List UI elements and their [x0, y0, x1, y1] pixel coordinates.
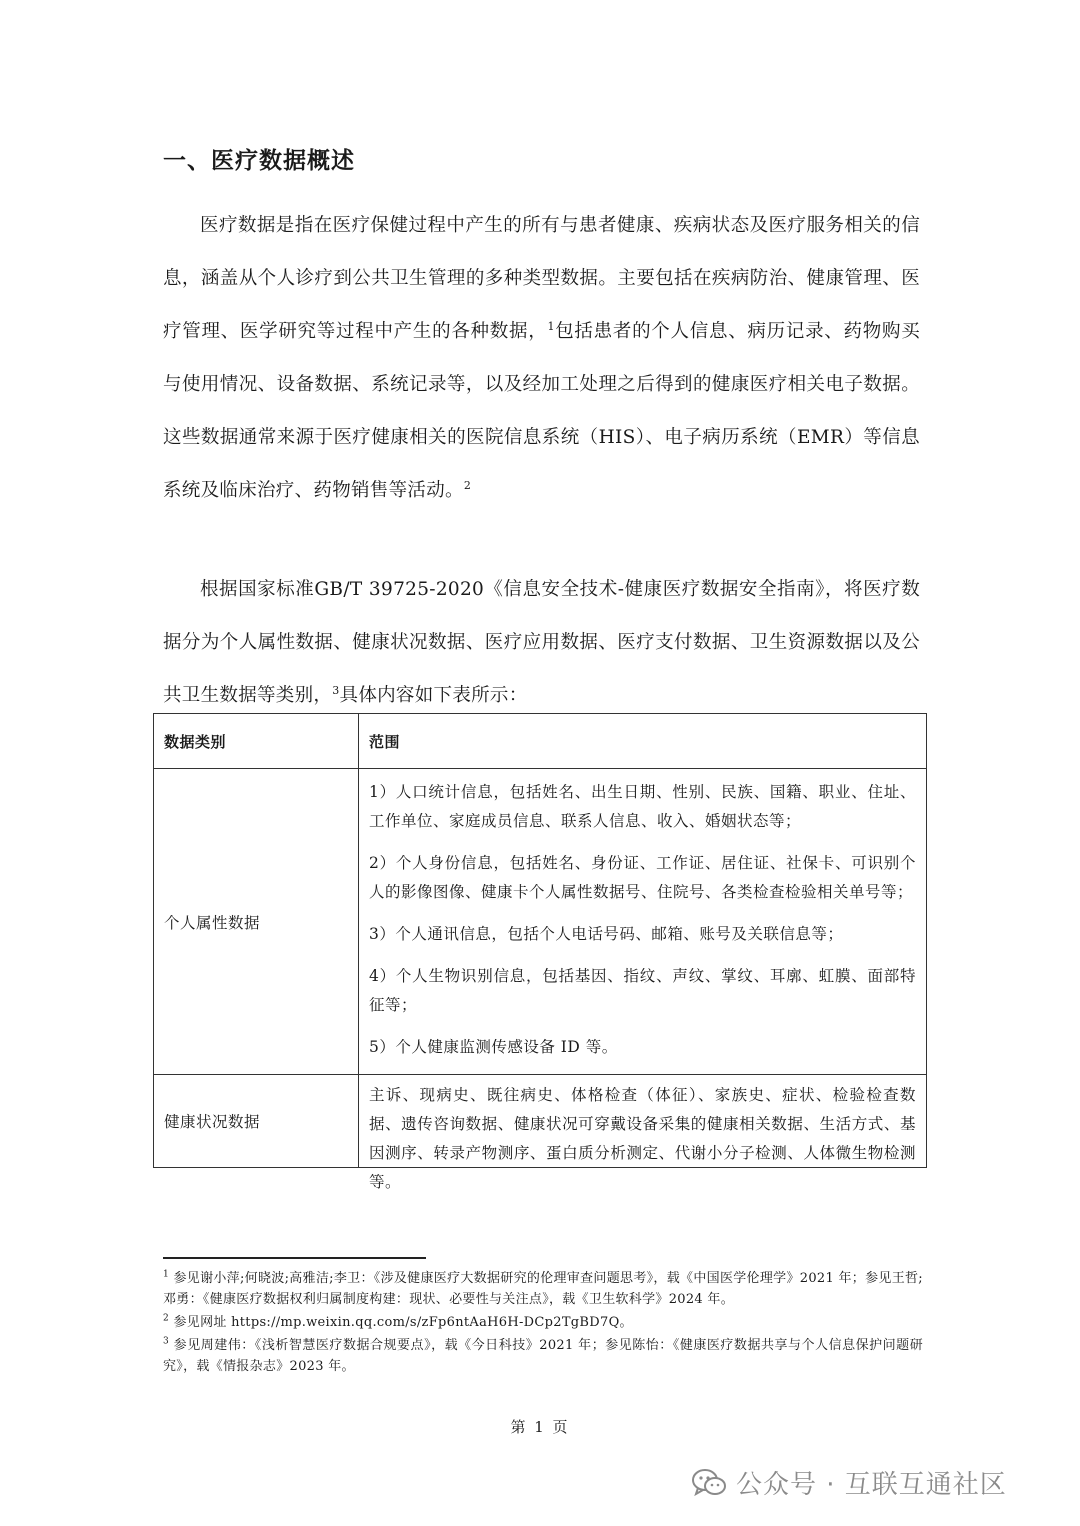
paragraph-text: 根据国家标准GB/T 39725-2020《信息安全技术-健康医疗数据安全指南》，将医疗数据分为个人属性数据、健康状况数据、医疗应用数据、医疗支付数据、卫生资源数据以及公共卫生数据等类别， — [163, 579, 920, 706]
wechat-icon — [692, 1468, 726, 1498]
row-category: 个人属性数据 — [154, 769, 359, 1075]
footnote — [163, 1312, 923, 1333]
footnote-ref-3[interactable]: 3 — [332, 683, 340, 697]
paragraph-text: 具体内容如下表所示： — [339, 685, 528, 706]
scope-item: 2）个人身份信息，包括姓名、身份证、工作证、居住证、社保卡、可识别个人的影像图像、健康卡个人属性数据号、住院号、各类检查检验相关单号等； — [369, 854, 916, 901]
watermark-text: 公众号 · 互联互通社区 — [736, 1470, 1007, 1500]
data-category-table — [153, 713, 927, 1191]
footnote-ref-2[interactable]: 2 — [463, 478, 472, 492]
row-scope — [359, 1075, 927, 1191]
table-row — [154, 1075, 927, 1168]
footnote-text: 参见网址 https://mp.weixin.qq.com/s/zFp6ntAaH6H-DCp2TgBD7Q。 — [169, 1315, 633, 1330]
table-row — [154, 769, 927, 1075]
page-number: 第 1 页 — [510, 1418, 570, 1436]
scope-clip — [369, 1081, 916, 1191]
footnote-ref-1[interactable]: 1 — [547, 319, 555, 333]
header-scope: 范围 — [359, 714, 927, 769]
header-category: 数据类别 — [154, 714, 359, 769]
footnote-mark: 2 — [163, 1313, 170, 1324]
row-scope — [359, 769, 927, 1075]
footnote-text: 参见谢小萍;何晓波;高雅洁;李卫：《涉及健康医疗大数据研究的伦理审查问题思考》，载《中国医学伦理学》2021 年；参见王哲;邓勇：《健康医疗数据权利归属制度构建：现状、必要性与关注点》，载《卫生软科学》2024 年。 — [163, 1271, 923, 1307]
paragraph-text: 医疗数据是指在医疗保健过程中产生的所有与患者健康、疾病状态及医疗服务相关的信息，涵盖从个人诊疗到公共卫生管理的多种类型数据。主要包括在疾病防治、健康管理、医疗管理、医学研究等过程中产生的各种数据， — [163, 215, 920, 342]
row-category: 健康状况数据 — [154, 1075, 359, 1168]
scope-item: 1）人口统计信息，包括姓名、出生日期、性别、民族、国籍、职业、住址、工作单位、家庭成员信息、联系人信息、收入、婚姻状态等； — [369, 783, 916, 830]
footnote-divider — [163, 1257, 426, 1259]
scope-item: 4）个人生物识别信息，包括基因、指纹、声纹、掌纹、耳廓、虹膜、面部特征等； — [369, 967, 916, 1014]
footnote — [163, 1268, 923, 1310]
wechat-watermark — [692, 1464, 1007, 1501]
overview-paragraph — [163, 199, 920, 517]
scope-item: 主诉、现病史、既往病史、体格检查（体征）、家族史、症状、检验检查数据、遗传咨询数据、健康状况可穿戴设备采集的健康相关数据、生活方式、基因测序、转录产物测序、蛋白质分析测定、代谢小分子检测、人体微生物检测等。 — [369, 1086, 916, 1191]
scope-item: 3）个人通讯信息，包括个人电话号码、邮箱、账号及关联信息等； — [369, 925, 844, 943]
footnote-mark: 1 — [163, 1269, 170, 1280]
section-heading: 一、医疗数据概述 — [163, 148, 355, 174]
footnote-mark: 3 — [163, 1336, 170, 1347]
footnote-text: 参见周建伟：《浅析智慧医疗数据合规要点》，载《今日科技》2021 年；参见陈怡：《健康医疗数据共享与个人信息保护问题研究》，载《情报杂志》2023 年。 — [163, 1338, 923, 1374]
table-header-row — [154, 714, 927, 769]
paragraph-text: 包括患者的个人信息、病历记录、药物购买与使用情况、设备数据、系统记录等，以及经加工处理之后得到的健康医疗相关电子数据。这些数据通常来源于医疗健康相关的医院信息系统（HIS）、电子病历系统（EMR）等信息系统及临床治疗、药物销售等活动。 — [163, 321, 920, 501]
standard-paragraph — [163, 563, 920, 722]
scope-item: 5）个人健康监测传感设备 ID 等。 — [369, 1038, 618, 1056]
footnotes — [163, 1268, 923, 1379]
footnote — [163, 1335, 923, 1377]
